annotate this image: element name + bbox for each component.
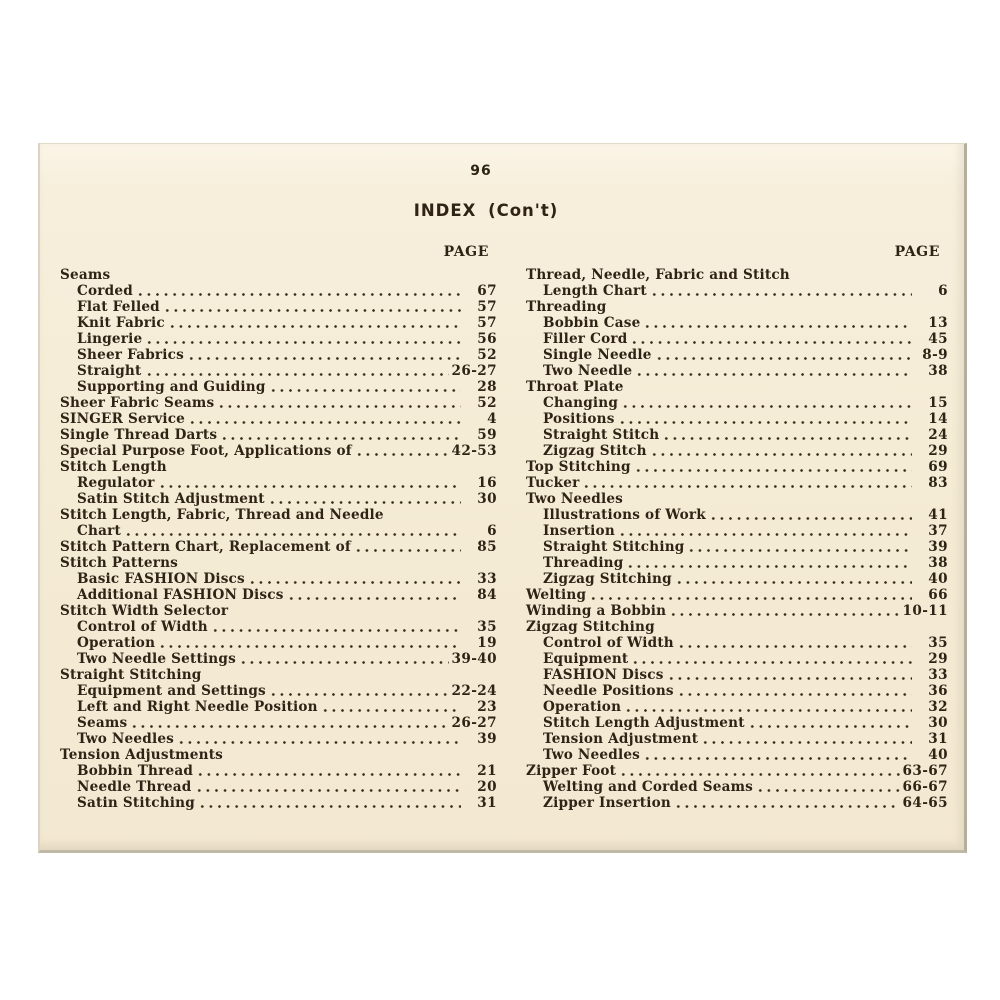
entry-page-number: 10-11 — [902, 603, 948, 619]
index-entry — [60, 459, 497, 475]
entry-label: Length Chart — [543, 283, 647, 299]
dot-leader — [661, 427, 912, 443]
entry-label: Threading — [543, 555, 624, 571]
index-entry — [526, 587, 948, 603]
entry-page-number: 4 — [487, 411, 497, 427]
dot-leader — [633, 459, 912, 475]
entry-label: Zigzag Stitching — [526, 619, 655, 635]
dot-leader — [354, 443, 449, 459]
index-entry — [526, 507, 948, 523]
entry-label: SINGER Service — [60, 411, 186, 427]
entry-label: Special Purpose Foot, Applications of — [60, 443, 352, 459]
dot-leader — [617, 411, 912, 427]
entry-label: Satin Stitch Adjustment — [77, 491, 265, 507]
index-entry — [60, 667, 497, 683]
entry-page-number: 13 — [928, 315, 948, 331]
entry-page-number: 6 — [487, 523, 497, 539]
index-entry — [526, 459, 948, 475]
dot-leader — [144, 363, 449, 379]
entry-page-number: 42-53 — [451, 443, 497, 459]
entry-page-number: 52 — [477, 347, 497, 363]
index-entry — [60, 715, 497, 731]
dot-leader — [167, 315, 461, 331]
index-entry — [60, 427, 497, 443]
entry-label: Control of Width — [77, 619, 208, 635]
entry-label: Winding a Bobbin — [526, 603, 667, 619]
entry-page-number: 67 — [477, 283, 497, 299]
entry-label: Throat Plate — [526, 379, 624, 395]
index-entry — [526, 267, 948, 283]
index-entry — [526, 363, 948, 379]
entry-page-number: 40 — [928, 571, 948, 587]
index-entry — [526, 427, 948, 443]
entry-page-number: 16 — [477, 475, 497, 491]
entry-label: Sheer Fabrics — [77, 347, 184, 363]
dot-leader — [649, 283, 912, 299]
entry-page-number: 52 — [477, 395, 497, 411]
entry-label: Straight — [77, 363, 142, 379]
entry-label: Stitch Width Selector — [60, 603, 229, 619]
index-entry — [60, 651, 497, 667]
index-entry — [60, 299, 497, 315]
dot-leader — [210, 619, 461, 635]
index-entry — [60, 379, 497, 395]
dot-leader — [676, 635, 912, 651]
dot-leader — [268, 683, 449, 699]
entry-page-number: 20 — [477, 779, 497, 795]
dot-leader — [666, 667, 912, 683]
index-entry — [60, 315, 497, 331]
entry-label: Satin Stitching — [77, 795, 195, 811]
dot-leader — [747, 715, 912, 731]
entry-label: Needle Positions — [543, 683, 674, 699]
entry-label: Welting — [526, 587, 587, 603]
dot-leader — [642, 747, 912, 763]
dot-leader — [144, 331, 461, 347]
dot-leader — [755, 779, 900, 795]
entry-page-number: 35 — [928, 635, 948, 651]
dot-leader — [286, 587, 461, 603]
entry-label: Changing — [543, 395, 619, 411]
index-entry — [60, 619, 497, 635]
index-entry — [60, 731, 497, 747]
entry-label: Stitch Length, Fabric, Thread and Needle — [60, 507, 384, 523]
index-entry — [60, 795, 497, 811]
entry-label: Two Needles — [526, 491, 624, 507]
entry-page-number: 24 — [928, 427, 948, 443]
entry-label: Regulator — [77, 475, 155, 491]
index-entry — [60, 443, 497, 459]
index-entry — [60, 571, 497, 587]
dot-leader — [654, 347, 912, 363]
entry-page-number: 33 — [928, 667, 948, 683]
entry-label: Corded — [77, 283, 133, 299]
entry-page-number: 39 — [928, 539, 948, 555]
dot-leader — [195, 763, 461, 779]
index-entry — [526, 411, 948, 427]
entry-label: Supporting and Guiding — [77, 379, 266, 395]
index-entry — [60, 411, 497, 427]
dot-leader — [649, 443, 912, 459]
entry-label: Basic FASHION Discs — [77, 571, 245, 587]
entry-page-number: 19 — [477, 635, 497, 651]
entry-label: Stitch Length — [60, 459, 167, 475]
entry-page-number: 23 — [477, 699, 497, 715]
entry-label: Needle Thread — [77, 779, 192, 795]
index-entries-right — [526, 267, 948, 811]
entry-page-number: 40 — [928, 747, 948, 763]
dot-leader — [581, 475, 912, 491]
index-entry — [60, 395, 497, 411]
index-entry — [60, 283, 497, 299]
entry-label: Zigzag Stitch — [543, 443, 647, 459]
dot-leader — [676, 683, 912, 699]
index-entry — [526, 635, 948, 651]
entry-label: Operation — [77, 635, 156, 651]
index-entry — [60, 635, 497, 651]
index-entry — [526, 299, 948, 315]
entry-page-number: 63-67 — [902, 763, 948, 779]
dot-leader — [618, 763, 899, 779]
index-entry — [60, 267, 497, 283]
entry-page-number: 36 — [928, 683, 948, 699]
entry-label: Seams — [77, 715, 128, 731]
index-entry — [526, 603, 948, 619]
entry-page-number: 14 — [928, 411, 948, 427]
dot-leader — [267, 491, 461, 507]
dot-leader — [187, 411, 461, 427]
index-column-right — [526, 243, 948, 811]
dot-leader — [157, 475, 461, 491]
entry-label: Bobbin Case — [543, 315, 641, 331]
entry-page-number: 31 — [928, 731, 948, 747]
page-column-label-right: PAGE — [894, 244, 940, 260]
entry-label: Tension Adjustment — [543, 731, 699, 747]
entry-label: Thread, Needle, Fabric and Stitch — [526, 267, 790, 283]
dot-leader — [623, 699, 912, 715]
index-entry — [526, 571, 948, 587]
index-entry — [526, 779, 948, 795]
dot-leader — [668, 603, 899, 619]
dot-leader — [157, 635, 461, 651]
index-entry — [526, 699, 948, 715]
entry-label: Stitch Pattern Chart, Replacement of — [60, 539, 351, 555]
entry-label: Chart — [77, 523, 121, 539]
entry-label: Two Needle — [543, 363, 633, 379]
dot-leader — [617, 523, 912, 539]
entry-page-number: 26-27 — [451, 363, 497, 379]
entry-label: Control of Width — [543, 635, 674, 651]
dot-leader — [630, 651, 912, 667]
entry-page-number: 29 — [928, 443, 948, 459]
dot-leader — [216, 395, 461, 411]
dot-leader — [320, 699, 461, 715]
index-entry — [60, 331, 497, 347]
index-column-left — [60, 243, 497, 811]
dot-leader — [123, 523, 461, 539]
index-entry — [526, 539, 948, 555]
dot-leader — [162, 299, 461, 315]
folio-number: 96 — [470, 163, 492, 179]
index-entry — [60, 523, 497, 539]
dot-leader — [674, 571, 912, 587]
book-page — [38, 143, 967, 853]
entry-label: Equipment and Settings — [77, 683, 266, 699]
entry-label: Two Needles — [543, 747, 641, 763]
entry-page-number: 35 — [477, 619, 497, 635]
entry-label: Lingerie — [77, 331, 143, 347]
entry-label: Positions — [543, 411, 615, 427]
entry-page-number: 59 — [477, 427, 497, 443]
entry-label: Stitch Patterns — [60, 555, 179, 571]
index-entry — [526, 475, 948, 491]
entry-label: Straight Stitching — [60, 667, 202, 683]
index-entry — [60, 363, 497, 379]
index-entry — [526, 731, 948, 747]
entry-label: Single Thread Darts — [60, 427, 218, 443]
entry-page-number: 38 — [928, 555, 948, 571]
index-entry — [526, 443, 948, 459]
dot-leader — [708, 507, 912, 523]
index-entry — [526, 283, 948, 299]
index-entry — [526, 315, 948, 331]
entry-page-number: 57 — [477, 299, 497, 315]
entry-label: FASHION Discs — [543, 667, 664, 683]
dot-leader — [238, 651, 449, 667]
dot-leader — [268, 379, 461, 395]
entry-label: Top Stitching — [526, 459, 631, 475]
entry-page-number: 32 — [928, 699, 948, 715]
entry-label: Welting and Corded Seams — [543, 779, 754, 795]
index-entries-left — [60, 267, 497, 811]
index-entry — [60, 747, 497, 763]
dot-leader — [620, 395, 912, 411]
index-entry — [526, 379, 948, 395]
dot-leader — [135, 283, 461, 299]
index-entry — [526, 331, 948, 347]
page-title: INDEX (Con't) — [413, 201, 559, 220]
entry-label: Stitch Length Adjustment — [543, 715, 745, 731]
entry-page-number: 69 — [928, 459, 948, 475]
entry-page-number: 85 — [477, 539, 497, 555]
index-entry — [60, 555, 497, 571]
entry-label: Illustrations of Work — [543, 507, 706, 523]
index-entry — [526, 523, 948, 539]
index-entry — [526, 619, 948, 635]
index-entry — [526, 347, 948, 363]
entry-page-number: 83 — [928, 475, 948, 491]
index-entry — [60, 763, 497, 779]
entry-page-number: 33 — [477, 571, 497, 587]
index-entry — [526, 763, 948, 779]
index-entry — [60, 491, 497, 507]
entry-label: Insertion — [543, 523, 615, 539]
dot-leader — [700, 731, 912, 747]
dot-leader — [353, 539, 461, 555]
entry-page-number: 30 — [928, 715, 948, 731]
entry-page-number: 39-40 — [451, 651, 497, 667]
dot-leader — [219, 427, 461, 443]
entry-label: Straight Stitch — [543, 427, 660, 443]
entry-label: Two Needle Settings — [77, 651, 236, 667]
dot-leader — [176, 731, 461, 747]
dot-leader — [642, 315, 912, 331]
dot-leader — [625, 555, 912, 571]
entry-page-number: 39 — [477, 731, 497, 747]
entry-label: Single Needle — [543, 347, 652, 363]
index-entry — [60, 475, 497, 491]
entry-page-number: 45 — [928, 331, 948, 347]
entry-label: Two Needles — [77, 731, 175, 747]
entry-label: Tension Adjustments — [60, 747, 224, 763]
entry-page-number: 22-24 — [451, 683, 497, 699]
entry-page-number: 66 — [928, 587, 948, 603]
entry-page-number: 64-65 — [902, 795, 948, 811]
entry-label: Knit Fabric — [77, 315, 165, 331]
entry-label: Sheer Fabric Seams — [60, 395, 215, 411]
index-entry — [526, 683, 948, 699]
dot-leader — [588, 587, 912, 603]
entry-page-number: 37 — [928, 523, 948, 539]
index-entry — [60, 699, 497, 715]
index-entry — [60, 683, 497, 699]
entry-page-number: 41 — [928, 507, 948, 523]
entry-label: Zipper Foot — [526, 763, 617, 779]
entry-label: Straight Stitching — [543, 539, 685, 555]
entry-label: Filler Cord — [543, 331, 628, 347]
dot-leader — [673, 795, 900, 811]
entry-page-number: 57 — [477, 315, 497, 331]
entry-page-number: 38 — [928, 363, 948, 379]
entry-page-number: 30 — [477, 491, 497, 507]
entry-label: Operation — [543, 699, 622, 715]
entry-page-number: 31 — [477, 795, 497, 811]
dot-leader — [197, 795, 461, 811]
entry-label: Seams — [60, 267, 111, 283]
index-entry — [60, 587, 497, 603]
entry-page-number: 84 — [477, 587, 497, 603]
entry-page-number: 29 — [928, 651, 948, 667]
index-entry — [60, 779, 497, 795]
entry-label: Threading — [526, 299, 607, 315]
entry-page-number: 21 — [477, 763, 497, 779]
index-entry — [526, 491, 948, 507]
index-entry — [526, 555, 948, 571]
index-entry — [60, 603, 497, 619]
entry-label: Left and Right Needle Position — [77, 699, 318, 715]
index-entry — [60, 507, 497, 523]
entry-page-number: 15 — [928, 395, 948, 411]
dot-leader — [686, 539, 912, 555]
entry-page-number: 56 — [477, 331, 497, 347]
index-entry — [526, 715, 948, 731]
index-entry — [526, 747, 948, 763]
entry-page-number: 28 — [477, 379, 497, 395]
dot-leader — [247, 571, 461, 587]
index-entry — [526, 395, 948, 411]
entry-page-number: 66-67 — [902, 779, 948, 795]
dot-leader — [629, 331, 912, 347]
index-entry — [526, 667, 948, 683]
entry-label: Zigzag Stitching — [543, 571, 672, 587]
entry-page-number: 26-27 — [451, 715, 497, 731]
dot-leader — [634, 363, 912, 379]
entry-label: Tucker — [526, 475, 580, 491]
entry-label: Additional FASHION Discs — [77, 587, 284, 603]
entry-label: Equipment — [543, 651, 629, 667]
entry-page-number: 6 — [938, 283, 948, 299]
index-entry — [60, 347, 497, 363]
entry-label: Flat Felled — [77, 299, 160, 315]
index-entry — [526, 651, 948, 667]
index-entry — [526, 795, 948, 811]
entry-label: Bobbin Thread — [77, 763, 194, 779]
dot-leader — [129, 715, 448, 731]
dot-leader — [186, 347, 461, 363]
dot-leader — [194, 779, 462, 795]
entry-page-number: 8-9 — [922, 347, 948, 363]
index-entry — [60, 539, 497, 555]
entry-label: Zipper Insertion — [543, 795, 671, 811]
page-column-label-left: PAGE — [443, 244, 489, 260]
